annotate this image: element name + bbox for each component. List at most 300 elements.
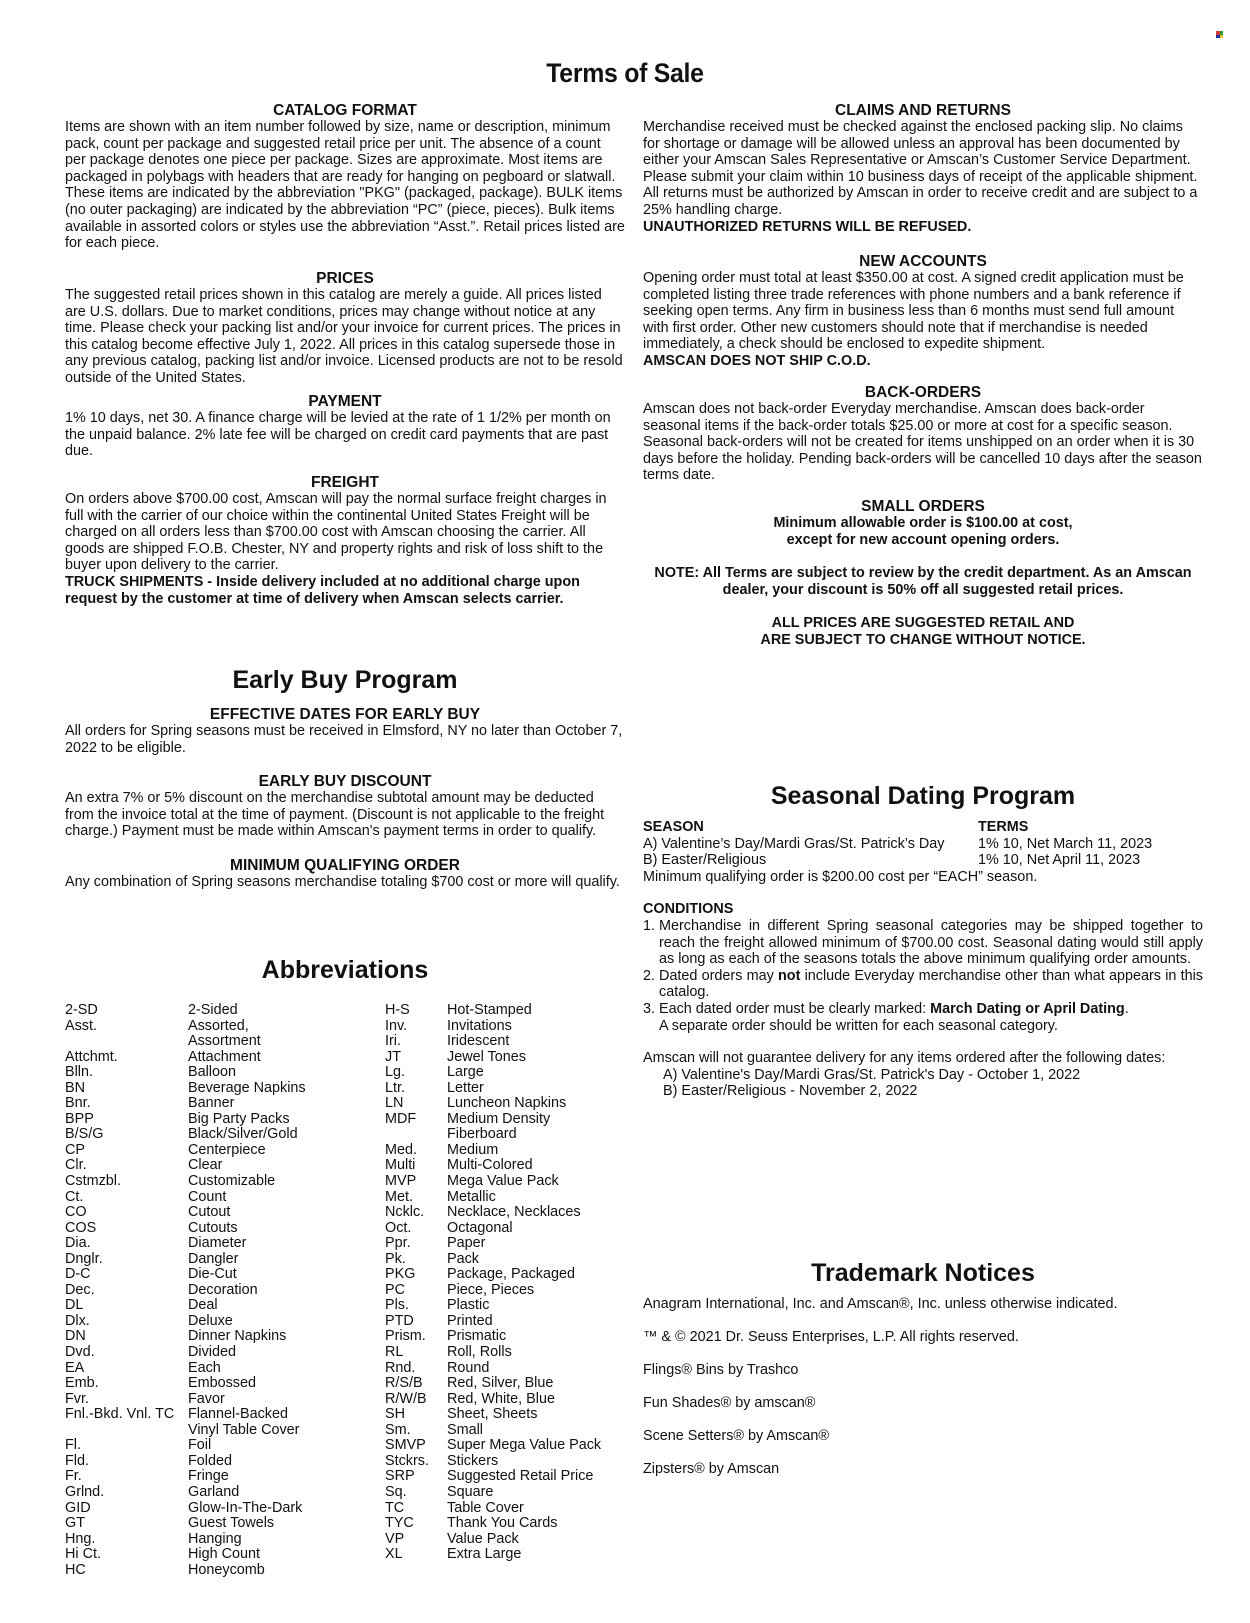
abbreviation-code: B/S/G bbox=[65, 1126, 104, 1143]
abbreviation-row bbox=[65, 1127, 365, 1143]
section-body: Opening order must total at least $350.00 at cost. A signed credit application must be completed listing three trade references with phone numbers and a bank reference if seeking open terms. Any firm in business less than 6 months must send full amount with first order. Other new customers should note that if merchandise is needed immediately, a check should be enclosed to expedite shipment. bbox=[643, 270, 1184, 353]
abbreviation-row bbox=[385, 1423, 625, 1439]
condition-text-part: include Everyday merchandise other than what appears in this catalog. bbox=[659, 967, 1203, 1001]
trademark-item: Scene Setters® by Amscan® bbox=[643, 1428, 829, 1445]
abbreviation-code: Med. bbox=[385, 1141, 417, 1158]
abbreviation-row bbox=[65, 1469, 365, 1485]
abbreviation-code: SH bbox=[385, 1406, 405, 1423]
abbreviation-code: Inv. bbox=[385, 1017, 408, 1034]
abbreviation-code: 2-SD bbox=[65, 1002, 98, 1018]
abbreviation-row bbox=[65, 1392, 365, 1408]
abbreviation-meaning: Suggested Retail Price bbox=[447, 1468, 594, 1485]
abbreviation-code: Rnd. bbox=[385, 1359, 416, 1376]
trademark-item: Fun Shades® by amscan® bbox=[643, 1395, 816, 1412]
section-body: 1% 10 days, net 30. A finance charge will be levied at the rate of 1 1/2% per month on the unpaid balance. 2% late fee will be charged on credit card payments that are past due. bbox=[65, 410, 611, 460]
abbreviation-meaning: Plastic bbox=[447, 1297, 490, 1314]
abbreviation-meaning: Assorted, bbox=[188, 1017, 249, 1034]
abbreviation-meaning: Deal bbox=[188, 1297, 218, 1314]
abbreviation-row bbox=[385, 1454, 625, 1470]
abbreviation-meaning: Luncheon Napkins bbox=[447, 1095, 567, 1112]
abbreviation-meaning: Dangler bbox=[188, 1250, 239, 1267]
abbreviation-row bbox=[65, 1407, 365, 1423]
abbreviations-list-2 bbox=[385, 1003, 625, 1563]
condition-number: 2. bbox=[643, 967, 656, 984]
abbreviation-row bbox=[65, 1283, 365, 1299]
abbreviation-meaning: Paper bbox=[447, 1235, 486, 1252]
abbreviation-meaning: Sheet, Sheets bbox=[447, 1406, 538, 1423]
truck-shipments-note: TRUCK SHIPMENTS - Inside delivery included at no additional charge upon request by the customer at time of delivery when Amscan selects carrier. bbox=[65, 573, 580, 607]
abbreviation-row bbox=[65, 1174, 365, 1190]
abbreviation-row bbox=[385, 1361, 625, 1377]
back-orders-section bbox=[643, 384, 1203, 484]
abbreviation-row bbox=[65, 1158, 365, 1174]
abbreviation-code: Ncklc. bbox=[385, 1204, 425, 1221]
abbreviation-meaning: Octagonal bbox=[447, 1219, 513, 1236]
abbreviation-row bbox=[385, 1314, 625, 1330]
abbreviation-row bbox=[65, 1221, 365, 1237]
abbreviation-code: DN bbox=[65, 1328, 86, 1345]
prices-section bbox=[65, 270, 625, 387]
abbreviation-row bbox=[65, 1112, 365, 1128]
abbreviation-row bbox=[65, 1205, 365, 1221]
abbreviation-meaning: Metallic bbox=[447, 1188, 496, 1205]
abbreviation-code: PC bbox=[385, 1281, 405, 1298]
abbreviation-meaning: Fringe bbox=[188, 1468, 229, 1485]
section-body: The suggested retail prices shown in this catalog are merely a guide. All prices listed are U.S. dollars. Due to market conditions, prices may change without notice at any time. Please check your packing list and/or your invoice for current prices. The prices in this catalog become effective July 1, 2022. All prices in this catalog supersede those in any previous catalog, packing list and/or invoice. Licensed products are not to be resold outside of the United States. bbox=[65, 287, 623, 386]
abbreviation-row bbox=[65, 1190, 365, 1206]
abbreviation-code: Multi bbox=[385, 1157, 416, 1174]
abbreviation-meaning: Roll, Rolls bbox=[447, 1344, 512, 1361]
condition-item bbox=[643, 918, 1203, 968]
abbreviation-meaning: Clear bbox=[188, 1157, 223, 1174]
abbreviation-row bbox=[385, 1112, 625, 1128]
abbreviation-meaning: Banner bbox=[188, 1095, 235, 1112]
abbreviation-meaning: Embossed bbox=[188, 1375, 256, 1392]
abbreviation-code: XL bbox=[385, 1546, 403, 1563]
abbreviation-row bbox=[385, 1081, 625, 1097]
condition-text bbox=[659, 968, 1203, 1001]
abbreviation-code: Dlx. bbox=[65, 1312, 90, 1329]
section-body: Merchandise received must be checked against the enclosed packing slip. No claims for shortage or damage will be allowed unless an approval has been documented by either your Amscan Sales Representative or Amscan’s Customer Service Department. Please submit your claim within 10 business days of receipt of the applicable shipment. All returns must be authorized by Amscan in order to receive credit and are subject to a 25% handling charge. bbox=[643, 119, 1198, 218]
small-orders-line: except for new account opening orders. bbox=[786, 531, 1060, 548]
abbreviation-meaning: Glow-In-The-Dark bbox=[188, 1499, 303, 1516]
abbreviation-meaning: Iridescent bbox=[447, 1033, 510, 1050]
abbreviation-meaning: Fiberboard bbox=[447, 1126, 517, 1143]
abbreviation-row bbox=[385, 1532, 625, 1548]
abbreviation-meaning: Printed bbox=[447, 1312, 493, 1329]
abbreviation-code: TYC bbox=[385, 1515, 414, 1532]
abbreviation-code: Hng. bbox=[65, 1530, 96, 1547]
abbreviation-row bbox=[65, 1050, 365, 1066]
abbreviation-meaning: Necklace, Necklaces bbox=[447, 1204, 581, 1221]
abbreviation-meaning: Honeycomb bbox=[188, 1561, 265, 1578]
swatch-yellow bbox=[1220, 35, 1224, 39]
abbreviation-meaning: Flannel-Backed bbox=[188, 1406, 288, 1423]
abbreviation-code: H-S bbox=[385, 1002, 410, 1018]
abbreviation-row bbox=[385, 1252, 625, 1268]
effective-dates-body: All orders for Spring seasons must be received in Elmsford, NY no later than October 7, 2022 to be eligible. bbox=[65, 723, 623, 756]
abbreviation-row bbox=[385, 1003, 625, 1019]
abbreviation-meaning: Stickers bbox=[447, 1452, 499, 1469]
season-terms: 1% 10, Net March 11, 2023 bbox=[978, 835, 1153, 852]
abbreviation-row bbox=[65, 1267, 365, 1283]
abbreviation-row bbox=[65, 1081, 365, 1097]
seasonal-dating-title: Seasonal Dating Program bbox=[770, 782, 1076, 810]
abbreviation-code: CO bbox=[65, 1204, 87, 1221]
abbreviation-row bbox=[65, 1485, 365, 1501]
abbreviation-code: Ppr. bbox=[385, 1235, 411, 1252]
abbreviation-code: VP bbox=[385, 1530, 405, 1547]
abbreviation-row bbox=[65, 1423, 365, 1439]
abbreviation-code: TC bbox=[385, 1499, 405, 1516]
abbreviation-code: Iri. bbox=[385, 1033, 401, 1050]
abbreviation-row bbox=[65, 1501, 365, 1517]
abbreviation-code: Fr. bbox=[65, 1468, 82, 1485]
abbreviation-meaning: Table Cover bbox=[447, 1499, 524, 1516]
abbreviation-meaning: Balloon bbox=[188, 1064, 237, 1081]
section-heading: PRICES bbox=[316, 270, 374, 287]
abbreviation-code: Stckrs. bbox=[385, 1452, 429, 1469]
minimum-order-body: Any combination of Spring seasons merchandise totaling $700 cost or more will qualify. bbox=[65, 873, 620, 890]
abbreviation-meaning: Extra Large bbox=[447, 1546, 522, 1563]
abbreviation-meaning: Round bbox=[447, 1359, 490, 1376]
abbreviation-row bbox=[65, 1003, 365, 1019]
abbreviation-row bbox=[385, 1407, 625, 1423]
abbreviation-code: R/S/B bbox=[385, 1375, 423, 1392]
abbreviation-code: EA bbox=[65, 1359, 85, 1376]
abbreviation-code: CP bbox=[65, 1141, 85, 1158]
condition-text-part: . bbox=[1124, 1000, 1129, 1017]
abbreviation-meaning: Diameter bbox=[188, 1235, 247, 1252]
abbreviation-meaning: Die-Cut bbox=[188, 1266, 237, 1283]
condition-text-part: Each dated order must be clearly marked: bbox=[659, 1000, 931, 1017]
abbreviation-row bbox=[65, 1236, 365, 1252]
abbreviation-code: HC bbox=[65, 1561, 86, 1578]
abbreviation-meaning: Super Mega Value Pack bbox=[447, 1437, 602, 1454]
abbreviation-meaning: Pack bbox=[447, 1250, 479, 1267]
abbreviation-meaning: Vinyl Table Cover bbox=[188, 1421, 300, 1438]
abbreviation-row bbox=[385, 1158, 625, 1174]
abbreviation-meaning: Large bbox=[447, 1064, 484, 1081]
abbreviations-title-wrap bbox=[65, 955, 625, 985]
abbreviation-code: Oct. bbox=[385, 1219, 412, 1236]
abbreviation-row bbox=[65, 1438, 365, 1454]
abbreviation-row bbox=[385, 1329, 625, 1345]
season-terms-table bbox=[643, 819, 1203, 869]
abbreviation-meaning: Value Pack bbox=[447, 1530, 519, 1547]
abbreviation-row bbox=[385, 1221, 625, 1237]
abbreviation-row bbox=[65, 1298, 365, 1314]
abbreviation-code: Fnl.-Bkd. Vnl. TC bbox=[65, 1406, 175, 1423]
section-body: Amscan does not back-order Everyday merchandise. Amscan does back-order seasonal items if the back-order totals $25.00 or more at cost for a specific season. Seasonal back-orders will not be created for items unshipped on an order when it is 30 days before the holiday. Pending back-orders will be cancelled 10 days after the season terms date. bbox=[643, 401, 1202, 484]
abbreviation-code: Pk. bbox=[385, 1250, 406, 1267]
abbreviation-meaning: Assortment bbox=[188, 1033, 261, 1050]
abbreviation-row bbox=[385, 1190, 625, 1206]
condition-item bbox=[643, 968, 1203, 1001]
trademark-notices-section bbox=[643, 1258, 1203, 1495]
abbreviation-code: D-C bbox=[65, 1266, 91, 1283]
abbreviation-code bbox=[65, 1423, 188, 1439]
color-swatch-mark bbox=[1216, 31, 1223, 38]
abbreviation-code: Fl. bbox=[65, 1437, 81, 1454]
abbreviation-row bbox=[385, 1392, 625, 1408]
abbreviation-row bbox=[65, 1547, 365, 1563]
abbreviation-code: Grlnd. bbox=[65, 1483, 105, 1500]
abbreviation-row bbox=[385, 1174, 625, 1190]
abbreviation-code: SRP bbox=[385, 1468, 415, 1485]
all-prices-line: ARE SUBJECT TO CHANGE WITHOUT NOTICE. bbox=[760, 631, 1086, 648]
abbreviation-meaning: Thank You Cards bbox=[447, 1515, 558, 1532]
abbreviation-row bbox=[385, 1547, 625, 1563]
abbreviation-meaning: Favor bbox=[188, 1390, 225, 1407]
abbreviation-code bbox=[385, 1127, 447, 1143]
abbreviation-row bbox=[385, 1143, 625, 1159]
all-prices-line: ALL PRICES ARE SUGGESTED RETAIL AND bbox=[771, 615, 1075, 632]
condition-text bbox=[659, 1001, 1203, 1034]
abbreviation-row bbox=[65, 1376, 365, 1392]
early-buy-discount-body: An extra 7% or 5% discount on the merchandise subtotal amount may be deducted from the invoice total at the time of payment. (Discount is not applicable to the freight charge.) Payment must be made within Amscan's payment terms in order to qualify. bbox=[65, 790, 605, 840]
abbreviation-row bbox=[65, 1065, 365, 1081]
abbreviation-meaning: Jewel Tones bbox=[447, 1048, 526, 1065]
abbreviation-meaning: Centerpiece bbox=[188, 1141, 266, 1158]
no-cod-note: AMSCAN DOES NOT SHIP C.O.D. bbox=[643, 352, 871, 369]
section-heading: NEW ACCOUNTS bbox=[859, 253, 987, 270]
abbreviation-row bbox=[385, 1127, 625, 1143]
abbreviation-code: LN bbox=[385, 1095, 404, 1112]
abbreviation-code: Sm. bbox=[385, 1421, 411, 1438]
abbreviation-row bbox=[385, 1034, 625, 1050]
abbreviation-row bbox=[385, 1205, 625, 1221]
abbreviation-code: Cstmzbl. bbox=[65, 1173, 121, 1190]
unauthorized-returns-note: UNAUTHORIZED RETURNS WILL BE REFUSED. bbox=[643, 218, 972, 235]
abbreviation-row bbox=[65, 1563, 365, 1579]
small-orders-line: Minimum allowable order is $100.00 at cost, bbox=[773, 515, 1073, 531]
note-line: NOTE: All Terms are subject to review by the credit department. As an Amscan bbox=[654, 565, 1192, 582]
effective-dates-heading: EFFECTIVE DATES FOR EARLY BUY bbox=[209, 706, 481, 723]
seasonal-dating-section bbox=[643, 781, 1203, 1100]
section-heading: CATALOG FORMAT bbox=[273, 102, 417, 119]
abbreviation-meaning: Multi-Colored bbox=[447, 1157, 533, 1174]
abbreviation-row bbox=[385, 1469, 625, 1485]
abbreviation-meaning: Hot-Stamped bbox=[447, 1002, 532, 1018]
abbreviation-meaning: Piece, Pieces bbox=[447, 1281, 535, 1298]
abbreviation-code: Dnglr. bbox=[65, 1250, 103, 1267]
abbreviation-row bbox=[65, 1516, 365, 1532]
small-orders-section bbox=[643, 498, 1203, 649]
abbreviation-code: Ct. bbox=[65, 1188, 84, 1205]
condition-number: 1. bbox=[643, 917, 656, 934]
early-buy-section bbox=[65, 665, 625, 891]
condition-emphasis: March Dating or April Dating bbox=[930, 1000, 1125, 1017]
condition-number: 3. bbox=[643, 1000, 656, 1017]
abbreviation-row bbox=[385, 1267, 625, 1283]
abbreviation-row bbox=[65, 1345, 365, 1361]
abbreviation-row bbox=[65, 1143, 365, 1159]
abbreviation-code: PKG bbox=[385, 1266, 416, 1283]
page-title: Terms of Sale bbox=[546, 58, 704, 88]
abbreviation-code: Fvr. bbox=[65, 1390, 89, 1407]
abbreviation-meaning: Deluxe bbox=[188, 1312, 233, 1329]
abbreviation-row bbox=[65, 1454, 365, 1470]
abbreviation-code: Emb. bbox=[65, 1375, 99, 1392]
abbreviation-row bbox=[65, 1329, 365, 1345]
abbreviation-meaning: Decoration bbox=[188, 1281, 258, 1298]
abbreviation-code: Blln. bbox=[65, 1064, 93, 1081]
new-accounts-section bbox=[643, 253, 1203, 370]
abbreviation-code: GID bbox=[65, 1499, 91, 1516]
minimum-order-heading: MINIMUM QUALIFYING ORDER bbox=[230, 856, 460, 874]
abbreviations-list-1 bbox=[65, 1003, 365, 1578]
abbreviation-code: COS bbox=[65, 1219, 97, 1236]
abbreviation-row bbox=[385, 1438, 625, 1454]
abbreviation-code: Dec. bbox=[65, 1281, 95, 1298]
abbreviation-row bbox=[65, 1096, 365, 1112]
abbreviation-meaning: Garland bbox=[188, 1483, 240, 1500]
seasonal-minimum: Minimum qualifying order is $200.00 cost per “EACH” season. bbox=[643, 868, 1038, 885]
conditions-list bbox=[643, 918, 1203, 1034]
abbreviation-meaning: Red, Silver, Blue bbox=[447, 1375, 554, 1392]
abbreviation-meaning: Black/Silver/Gold bbox=[188, 1126, 298, 1143]
conditions-header: CONDITIONS bbox=[643, 901, 734, 918]
abbreviation-code: Ltr. bbox=[385, 1079, 405, 1096]
abbreviation-code: MDF bbox=[385, 1110, 417, 1127]
abbreviation-row bbox=[385, 1050, 625, 1066]
abbreviation-code: RL bbox=[385, 1344, 404, 1361]
abbreviation-code: PTD bbox=[385, 1312, 414, 1329]
abbreviation-code: Dvd. bbox=[65, 1344, 95, 1361]
abbreviation-meaning: High Count bbox=[188, 1546, 260, 1563]
abbreviation-code: SMVP bbox=[385, 1437, 426, 1454]
abbreviation-code: BN bbox=[65, 1079, 85, 1096]
abbreviation-row bbox=[385, 1501, 625, 1517]
section-body: Items are shown with an item number followed by size, name or description, minimum pack, count per package and suggested retail price per unit. The absence of a count per package denotes one piece per package. Sizes are approximate. Most items are packaged in polybags with headers that are ready for hanging on pegboard or slatwall. These items are indicated by the abbreviation "PKG" (packaged, package). BULK items (no outer packaging) are indicated by the abbreviation “PC” (piece, pieces). Bulk items available in assorted colors or styles use the abbreviation “Asst.”. Retail prices listed are for each piece. bbox=[65, 119, 625, 252]
abbreviation-code: Pls. bbox=[385, 1297, 409, 1314]
abbreviation-meaning: Package, Packaged bbox=[447, 1266, 576, 1283]
trademark-item: ™ & © 2021 Dr. Seuss Enterprises, L.P. All rights reserved. bbox=[643, 1329, 1019, 1346]
section-heading: SMALL ORDERS bbox=[861, 498, 985, 515]
abbreviation-row bbox=[385, 1019, 625, 1035]
section-body: On orders above $700.00 cost, Amscan will pay the normal surface freight charges in full with the carrier of our choice within the continental United States Freight will be charged on all orders less than $700.00 cost with Amscan choosing the carrier. All goods are shipped F.O.B. Chester, NY and property rights and risk of loss shift to the buyer upon delivery to the carrier. bbox=[65, 491, 607, 574]
abbreviation-meaning: Square bbox=[447, 1483, 494, 1500]
abbreviation-meaning: Medium bbox=[447, 1141, 499, 1158]
condition-text-part: Dated orders may bbox=[659, 967, 778, 984]
abbreviation-code: BPP bbox=[65, 1110, 94, 1127]
abbreviation-meaning: Foil bbox=[188, 1437, 212, 1454]
abbreviation-code: Asst. bbox=[65, 1017, 97, 1034]
abbreviation-code: Clr. bbox=[65, 1157, 87, 1174]
abbreviation-code: Sq. bbox=[385, 1483, 407, 1500]
early-buy-title: Early Buy Program bbox=[232, 666, 458, 694]
abbreviation-meaning: Big Party Packs bbox=[188, 1110, 290, 1127]
guarantee-date: B) Easter/Religious - November 2, 2022 bbox=[663, 1083, 918, 1100]
abbreviation-code: Dia. bbox=[65, 1235, 91, 1252]
abbreviation-code: Attchmt. bbox=[65, 1048, 118, 1065]
abbreviation-meaning: Mega Value Pack bbox=[447, 1173, 559, 1190]
catalog-format-section bbox=[65, 102, 625, 252]
abbreviation-code bbox=[65, 1034, 188, 1050]
abbreviation-meaning: Count bbox=[188, 1188, 227, 1205]
condition-emphasis: not bbox=[778, 967, 801, 984]
section-heading: PAYMENT bbox=[308, 393, 382, 410]
trademark-title: Trademark Notices bbox=[811, 1259, 1035, 1287]
abbreviation-meaning: 2-Sided bbox=[188, 1002, 238, 1018]
abbreviations-title: Abbreviations bbox=[261, 956, 429, 984]
abbreviation-meaning: Red, White, Blue bbox=[447, 1390, 555, 1407]
abbreviation-meaning: Medium Density bbox=[447, 1110, 551, 1127]
abbreviation-row bbox=[385, 1283, 625, 1299]
abbreviation-row bbox=[385, 1298, 625, 1314]
abbreviation-meaning: Each bbox=[188, 1359, 221, 1376]
abbreviation-row bbox=[385, 1345, 625, 1361]
abbreviation-code: R/W/B bbox=[385, 1390, 427, 1407]
abbreviation-row bbox=[385, 1236, 625, 1252]
condition-text-part: A separate order should be written for each seasonal category. bbox=[659, 1017, 1058, 1034]
abbreviation-meaning: Invitations bbox=[447, 1017, 512, 1034]
abbreviation-meaning: Attachment bbox=[188, 1048, 261, 1065]
guarantee-date: A) Valentine's Day/Mardi Gras/St. Patrick's Day - October 1, 2022 bbox=[663, 1066, 1081, 1083]
season-name: B) Easter/Religious bbox=[643, 852, 767, 869]
section-heading: BACK-ORDERS bbox=[864, 384, 982, 401]
abbreviation-meaning: Letter bbox=[447, 1079, 484, 1096]
abbreviation-code: JT bbox=[385, 1048, 401, 1065]
season-terms: 1% 10, Net April 11, 2023 bbox=[978, 852, 1141, 869]
abbreviation-row bbox=[65, 1314, 365, 1330]
abbreviation-meaning: Guest Towels bbox=[188, 1515, 275, 1532]
abbreviation-row bbox=[65, 1019, 365, 1035]
abbreviation-row bbox=[385, 1376, 625, 1392]
abbreviation-row bbox=[65, 1034, 365, 1050]
abbreviation-row bbox=[65, 1361, 365, 1377]
season-name: A) Valentine’s Day/Mardi Gras/St. Patrick’s Day bbox=[643, 835, 945, 852]
section-heading: CLAIMS AND RETURNS bbox=[835, 102, 1011, 119]
abbreviation-code: Met. bbox=[385, 1188, 413, 1205]
abbreviation-row bbox=[385, 1096, 625, 1112]
abbreviation-code: Lg. bbox=[385, 1064, 406, 1081]
trademark-item: Flings® Bins by Trashco bbox=[643, 1362, 799, 1379]
abbreviation-code: GT bbox=[65, 1515, 85, 1532]
trademark-item: Zipsters® by Amscan bbox=[643, 1461, 780, 1478]
trademark-item: Anagram International, Inc. and Amscan®, Inc. unless otherwise indicated. bbox=[643, 1296, 1118, 1312]
abbreviation-meaning: Cutouts bbox=[188, 1219, 238, 1236]
early-buy-discount-heading: EARLY BUY DISCOUNT bbox=[258, 773, 432, 791]
abbreviation-meaning: Prismatic bbox=[447, 1328, 507, 1345]
abbreviation-meaning: Hanging bbox=[188, 1530, 242, 1547]
abbreviation-meaning: Customizable bbox=[188, 1173, 276, 1190]
abbreviation-meaning: Cutout bbox=[188, 1204, 231, 1221]
section-heading: FREIGHT bbox=[310, 474, 380, 491]
condition-text: Merchandise in different Spring seasonal categories may be shipped together to reach the freight allowed minimum of $700.00 cost. Seasonal dating would still apply as long as each of the seasons totals the above minimum qualifying order amounts. bbox=[659, 917, 1203, 968]
abbreviation-code: MVP bbox=[385, 1173, 417, 1190]
abbreviation-meaning: Small bbox=[447, 1421, 483, 1438]
abbreviation-meaning: Dinner Napkins bbox=[188, 1328, 287, 1345]
note-line: dealer, your discount is 50% off all suggested retail prices. bbox=[722, 581, 1124, 598]
abbreviation-row bbox=[385, 1516, 625, 1532]
freight-section bbox=[65, 474, 625, 607]
guarantee-intro: Amscan will not guarantee delivery for any items ordered after the following dates: bbox=[643, 1050, 1166, 1067]
abbreviation-code: Prism. bbox=[385, 1328, 426, 1345]
claims-section bbox=[643, 102, 1203, 235]
abbreviation-code: Fld. bbox=[65, 1452, 89, 1469]
abbreviation-meaning: Folded bbox=[188, 1452, 233, 1469]
abbreviation-row bbox=[65, 1252, 365, 1268]
season-header: SEASON bbox=[643, 819, 704, 835]
condition-item bbox=[643, 1001, 1203, 1034]
abbreviation-row bbox=[385, 1065, 625, 1081]
abbreviation-code: Hi Ct. bbox=[65, 1546, 101, 1563]
abbreviation-code: Bnr. bbox=[65, 1095, 91, 1112]
terms-header: TERMS bbox=[978, 819, 1029, 835]
abbreviation-meaning: Divided bbox=[188, 1344, 236, 1361]
